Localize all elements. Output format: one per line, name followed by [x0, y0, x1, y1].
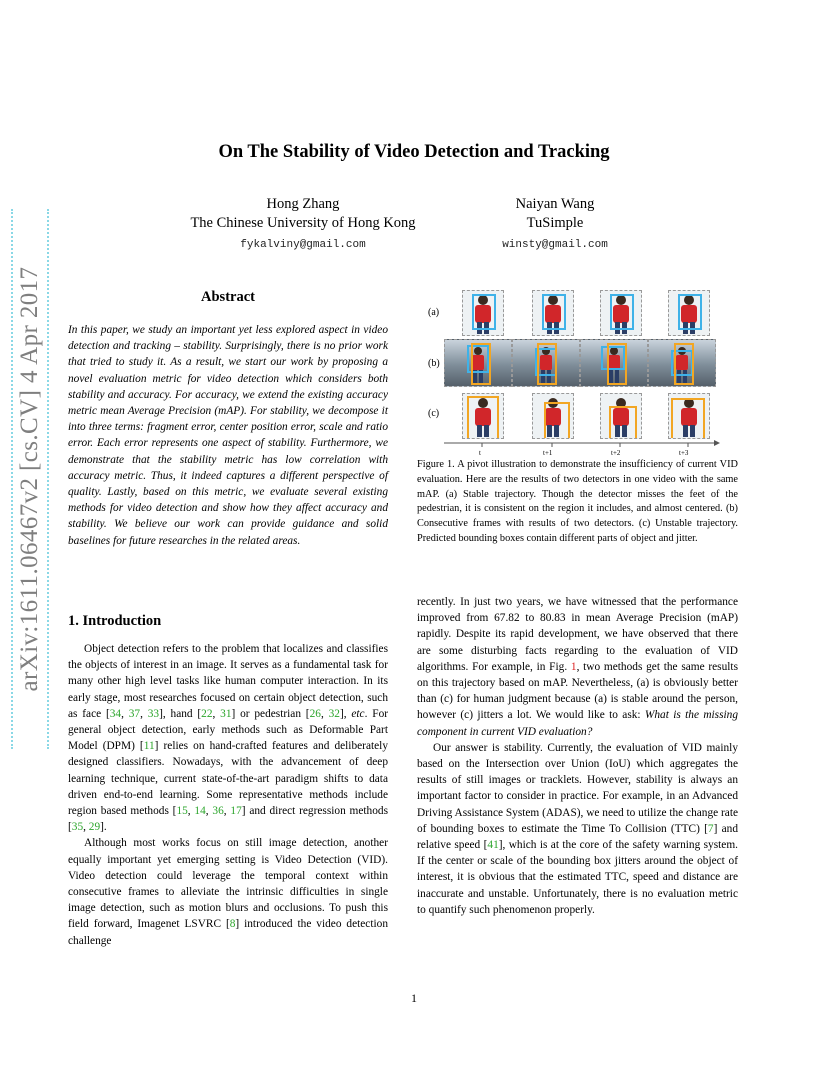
bounding-box: [607, 343, 627, 385]
author-block-2: [470, 195, 640, 255]
bounding-box: [471, 343, 491, 385]
section-heading: 1. Introduction: [68, 613, 162, 629]
bounding-box: [537, 343, 557, 385]
author-block-1: [188, 195, 418, 255]
abstract-heading: Abstract: [201, 289, 255, 305]
bounding-box: [542, 294, 566, 330]
author-email: fykalviny@gmail.com: [240, 239, 366, 251]
frame-image: [444, 339, 512, 387]
author-name: Naiyan Wang: [515, 196, 595, 212]
paragraph: Although most works focus on still image detection, another equally important yet emerging setting is Video Detection (VID). Video detection could leverage the temporal context within consecutive frames to alleviate the intrinsic difficulties in single image detection, such as motion blurs and occlusions. To push this field forward, Imagenet LSVRC [8] introduced the video detection challenge: [68, 837, 388, 947]
page-number: 1: [411, 991, 417, 1005]
bounding-box: [609, 406, 637, 439]
frame-image: [668, 290, 710, 336]
bounding-box: [674, 343, 694, 385]
frame-image: [580, 339, 648, 387]
frame-image: [668, 393, 710, 439]
frame-image: [462, 290, 504, 336]
intro-right-column: [417, 594, 738, 918]
author-email: winsty@gmail.com: [502, 239, 608, 251]
row-label-b: (b): [428, 358, 440, 369]
intro-left-column: [68, 641, 388, 949]
bounding-box: [678, 294, 702, 330]
time-label-t3: t+3: [679, 449, 689, 457]
time-label-t: t: [479, 449, 481, 457]
time-label-t1: t+1: [543, 449, 553, 457]
author-affiliation: The Chinese University of Hong Kong: [190, 215, 416, 231]
paragraph: Our answer is stability. Currently, the evaluation of VID mainly based on the Intersection over Union (IoU) which aggregates the results of still images or tracklets. However, stability is always an important factor to consider in practice. For example, in an Advanced Driving Assistance System (ADAS), we need to utilize the change rate of bounding boxes to estimate the Time To Collision (TTC) [7] and relative speed [41], which is at the core of the safety warning system. If the center or scale of the bounding box jitters around the object of interest, it is obvious that the estimated TTC, speed and distance are inaccurate and unstable. Unfortunately, there is no evaluation metric to quantify such phenomenon properly.: [417, 741, 739, 916]
time-axis-arrow: [444, 439, 720, 449]
frame-image: [512, 339, 580, 387]
bounding-box: [671, 398, 705, 439]
arxiv-stamp: arXiv:1611.06467v2 [cs.CV] 4 Apr 2017: [11, 209, 49, 749]
author-name: Hong Zhang: [266, 196, 340, 212]
paper-title: On The Stability of Video Detection and Tracking: [218, 142, 610, 162]
author-affiliation: TuSimple: [526, 215, 584, 231]
bounding-box: [544, 402, 570, 439]
bounding-box: [610, 294, 634, 330]
row-label-c: (c): [428, 408, 440, 419]
paragraph: Object detection refers to the problem that localizes and classifies the objects of interest in an image. It serves as a fundamental task for many other high level tasks like human computer interaction. In its early stage, most researches focused on certain object detection, such as face [34, 37, 33], hand [22, 31] or pedestrian [26, 32], etc. For general object detection, early methods such as Deformable Part Model (DPM) [11] relies on hand-crafted features and deliberately designed classifiers. Nowadays, with the advancement of deep learning technique, current state-of-the-art paradigm shifts to data driven end-to-end learning. Some representative methods include region based methods [15, 14, 36, 17] and direct regression methods [35, 29].: [68, 643, 389, 834]
figure-1: [428, 287, 728, 457]
abstract-text: In this paper, we study an important yet less explored aspect in video detection and tracking – stability. Surprisingly, there is no prior work that tried to study it. As a result, we start our work by proposing a novel evaluation metric for video detection which considers both stability and accuracy. For accuracy, we extend the existing accuracy metric mean Average Precision (mAP). For stability, we decompose it into three terms: fragment error, center position error, scale and ratio error. Each error represents one aspect of stability. Furthermore, we demonstrate that the stability metric has low correlation with accuracy metric. Thus, it indeed captures a different perspective of quality. Lastly, based on this metric, we evaluate several existing methods for video detection and show how they affect accuracy and stability. We believe our work can provide guidance and solid baselines for future researches in the related areas.: [68, 324, 388, 547]
time-label-t2: t+2: [611, 449, 621, 457]
bounding-box: [467, 396, 499, 439]
frame-image: [600, 393, 642, 439]
frame-image: [600, 290, 642, 336]
frame-image: [648, 339, 716, 387]
frame-image: [532, 393, 574, 439]
paragraph: recently. In just two years, we have witnessed that the performance improved from 67.82 to 80.83 in mean Average Precision (mAP) rapidly. Despite its rapid development, we have observed that there are some disturbing facts regarding to the evaluation of VID algorithms. For example, in Fig. 1, two methods get the same results on this trajectory based on mAP. Nevertheless, (a) is obviously better than (c) for human judgment because (a) is stable around the person, however (c) jitters a lot. We would like to ask: What is the missing component in current VID evaluation?: [417, 596, 739, 738]
bounding-box: [472, 294, 496, 330]
frame-image: [462, 393, 504, 439]
row-label-a: (a): [428, 307, 440, 318]
frame-image: [532, 290, 574, 336]
figure-caption: Figure 1. A pivot illustration to demonstrate the insufficiency of current VID evaluation. Here are the results of two detectors in one video with the same mAP. (a) Stable trajectory. Though the detector misses the feet of the pedestrian, it is consistent on the region it includes, and almost centered. (b) Consecutive frames with results of two detectors. (c) Unstable trajectory. Predicted bounding boxes contain different parts of object and jitter.: [417, 459, 738, 544]
